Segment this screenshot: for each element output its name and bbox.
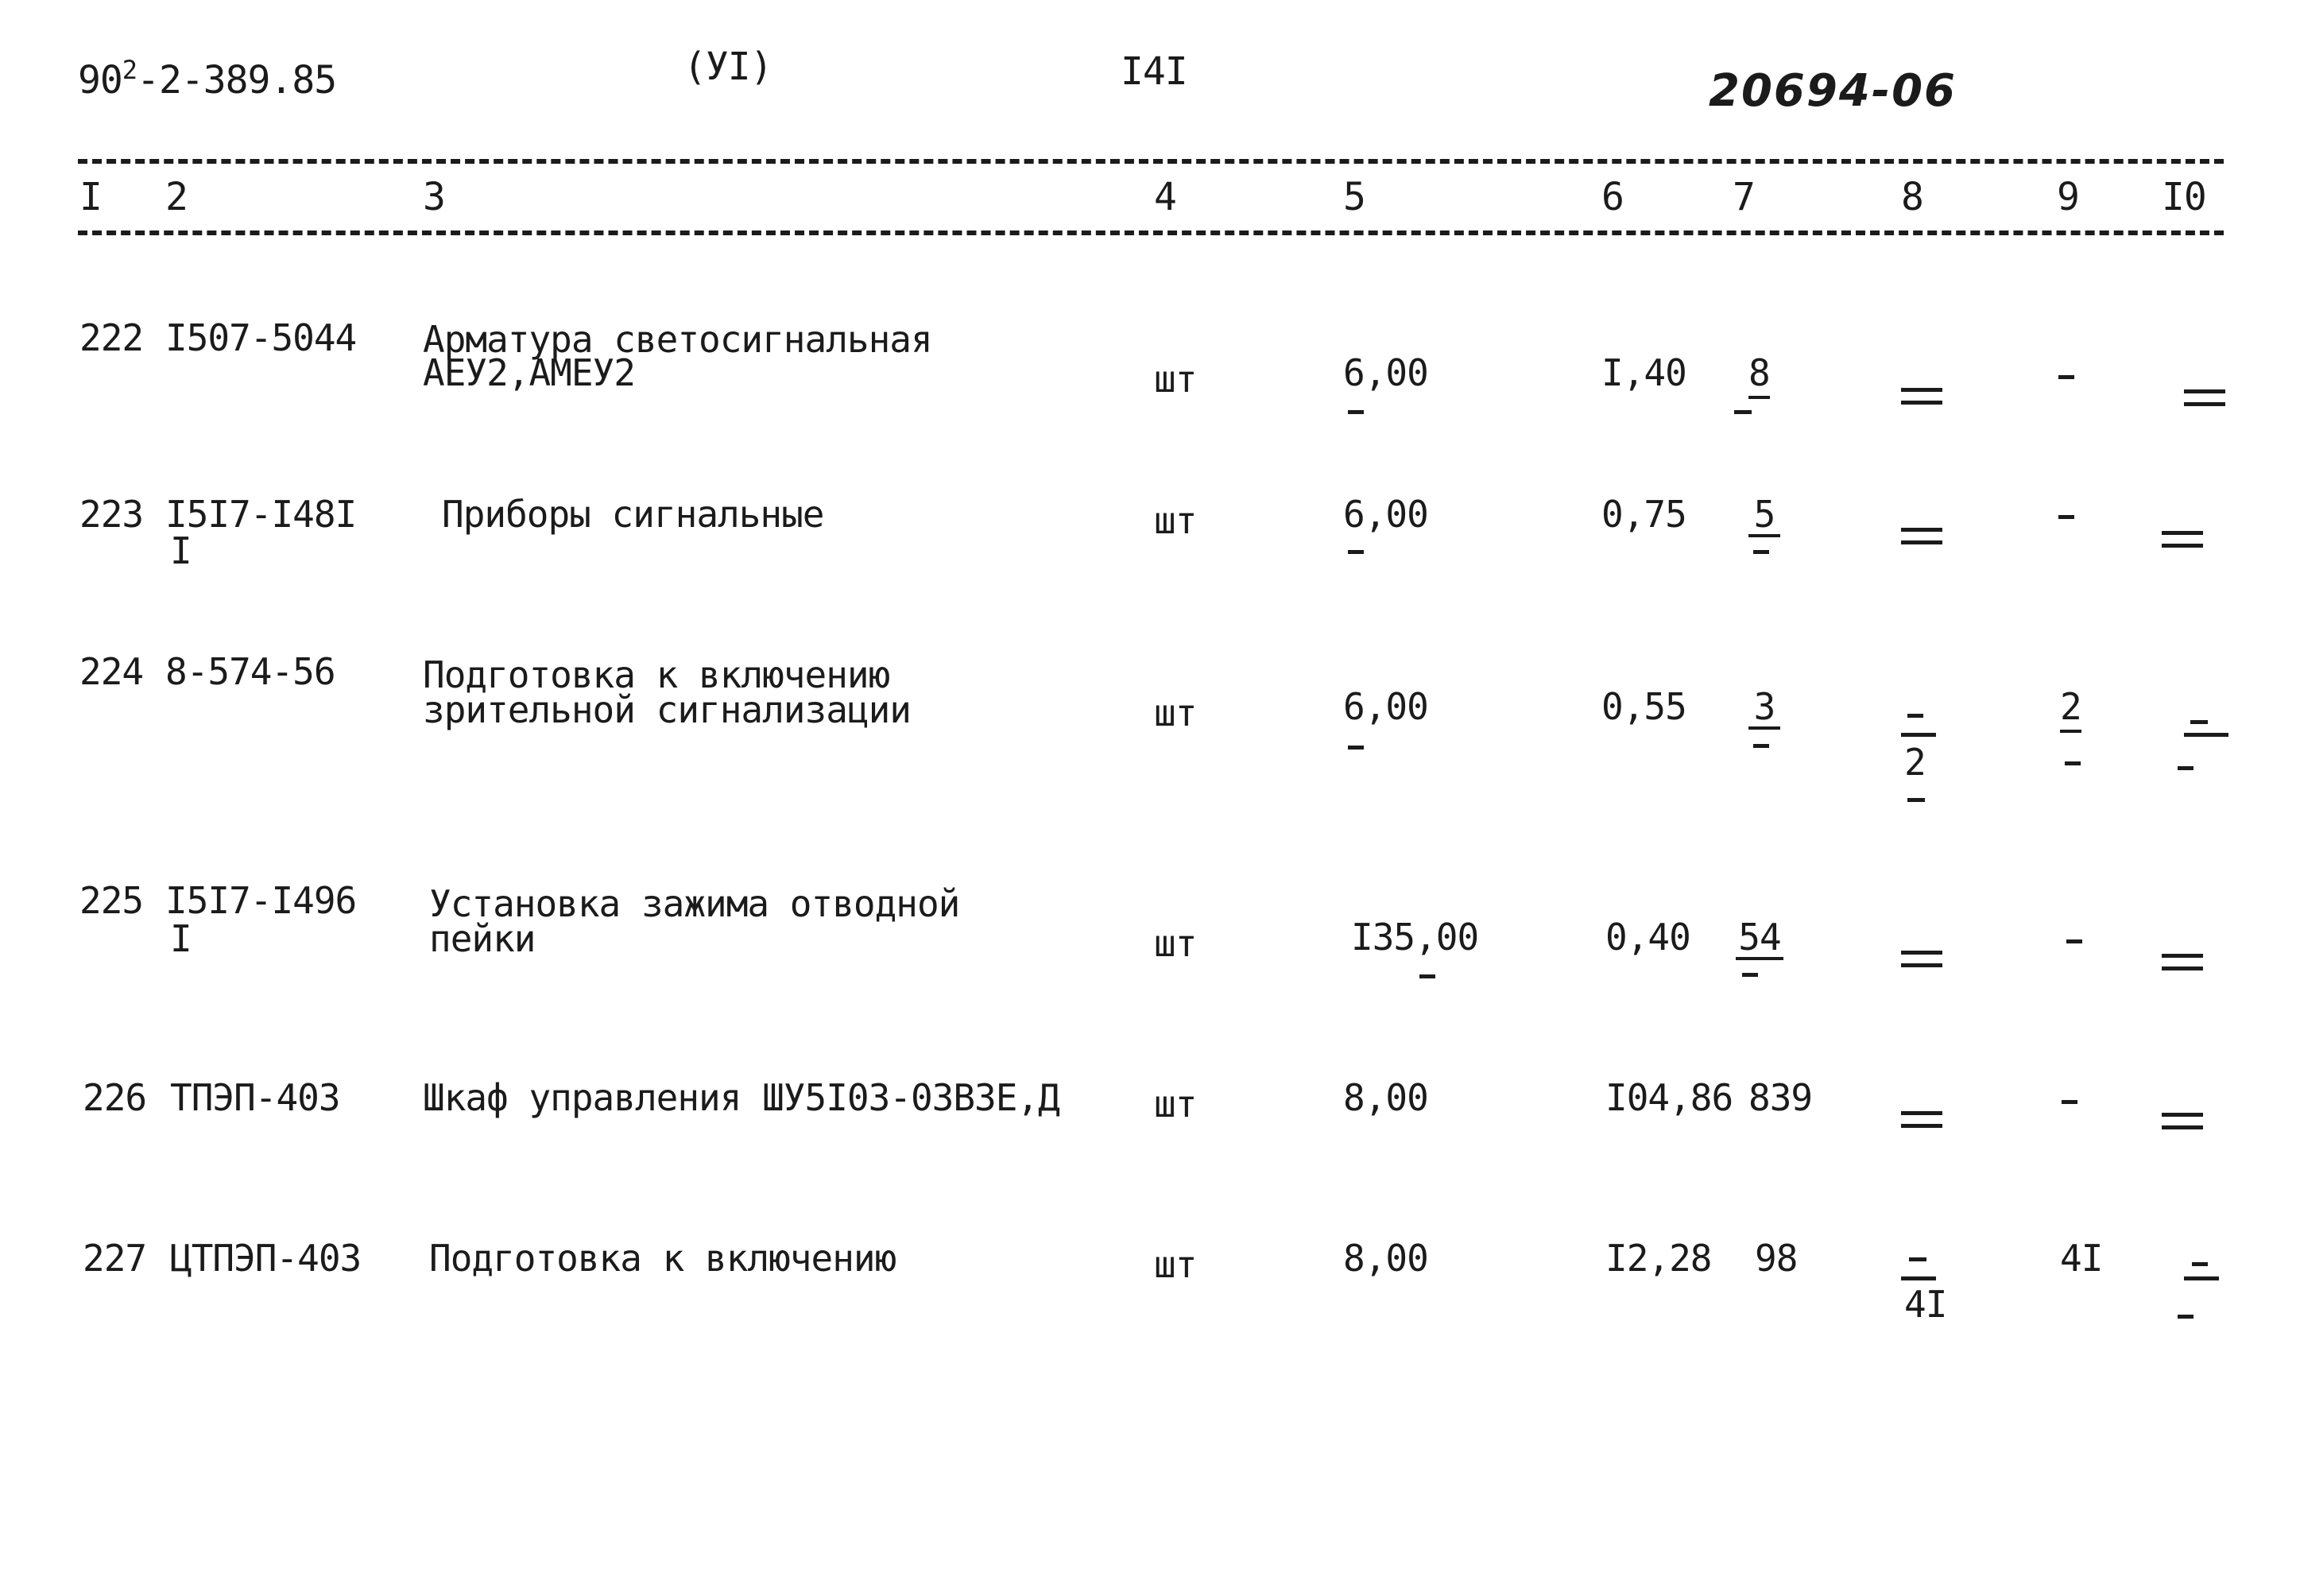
- handwritten-number: 20694-06: [1709, 65, 1957, 117]
- row-227-col10-dash-bottom: [2178, 1315, 2194, 1319]
- row-224-num: 224: [79, 650, 144, 693]
- row-226-code: ТПЭП-403: [170, 1076, 340, 1119]
- row-227-col10-dash-top: [2192, 1262, 2208, 1266]
- row-224-unit: шт: [1154, 691, 1197, 734]
- row-223-price: 0,75: [1601, 493, 1686, 536]
- row-224-col9-dash: [2065, 761, 2081, 765]
- row-225-total-value: 54: [1736, 919, 1783, 960]
- column-number-1: I: [79, 175, 102, 219]
- row-224-col10-dash-bottom: [2178, 766, 2194, 770]
- row-226-total: 839: [1748, 1076, 1813, 1119]
- volume-label: (УI): [683, 45, 772, 89]
- row-224-qty-dash: [1348, 746, 1364, 750]
- row-223-code: I5I7-I48I: [165, 493, 357, 536]
- row-224-total-dash: [1753, 744, 1769, 748]
- row-225-total-dash: [1742, 973, 1758, 977]
- row-222-num: 222: [79, 316, 144, 359]
- page-number: I4I: [1121, 49, 1187, 94]
- row-225-col8-equals: [1901, 951, 1942, 968]
- column-number-3: 3: [423, 175, 445, 219]
- row-226-price: I04,86: [1605, 1076, 1733, 1119]
- row-223-total: [1748, 493, 1780, 537]
- row-222-total-dash: [1734, 410, 1752, 414]
- row-223-qty-dash: [1348, 550, 1364, 554]
- header-rule-top: [78, 159, 2224, 164]
- row-224-col10-dash-top: [2190, 720, 2208, 724]
- row-222-price: I,40: [1601, 351, 1686, 394]
- row-224-name-line2: зрительной сигнализации: [423, 688, 911, 731]
- row-225-name-line2: пейки: [429, 917, 536, 960]
- row-222-qty: 6,00: [1343, 351, 1428, 394]
- document-code-main: 90: [78, 58, 122, 103]
- row-222-name-line2: АЕУ2,АМЕУ2: [423, 351, 635, 394]
- row-222-name-line1: Арматура светосигнальная: [423, 318, 932, 361]
- row-223-code-line2: I: [170, 529, 192, 572]
- row-222-qty-dash: [1348, 410, 1364, 414]
- row-225-qty-dash: [1419, 974, 1435, 978]
- row-227-name-line1: Подготовка к включению: [429, 1237, 896, 1280]
- document-code-superscript: 2: [122, 55, 137, 85]
- document-code: [78, 51, 337, 103]
- row-227-total: 98: [1755, 1237, 1798, 1280]
- row-227-col8-fraction-bar: [1901, 1276, 1936, 1280]
- row-224-total: [1748, 685, 1780, 730]
- row-224-name-line1: Подготовка к включению: [423, 653, 890, 696]
- row-222-col8-equals: [1901, 388, 1942, 405]
- row-223-total-dash: [1753, 550, 1769, 554]
- row-223-col10-equals: [2162, 531, 2203, 548]
- row-225-unit: шт: [1154, 922, 1197, 965]
- row-227-price: I2,28: [1605, 1237, 1712, 1280]
- row-224-col9: [2060, 685, 2081, 728]
- column-number-5: 5: [1343, 175, 1365, 219]
- row-227-col8-dash-top: [1909, 1257, 1926, 1261]
- column-number-9: 9: [2057, 175, 2079, 219]
- header-rule-bottom: [78, 230, 2224, 235]
- row-222-col9-dash: [2058, 375, 2074, 379]
- row-224-code: 8-574-56: [165, 650, 335, 693]
- row-227-col10-bar: [2184, 1276, 2219, 1280]
- row-223-col9-dash: [2058, 515, 2074, 519]
- row-226-num: 226: [83, 1076, 147, 1119]
- row-224-price: 0,55: [1601, 685, 1686, 728]
- row-224-qty: 6,00: [1343, 685, 1428, 728]
- row-224-col8-dash-bottom: [1907, 798, 1925, 802]
- row-222-total-value: 8: [1748, 351, 1770, 399]
- row-223-total-value: 5: [1748, 496, 1780, 537]
- column-number-8: 8: [1901, 175, 1923, 219]
- row-225-total: [1736, 916, 1783, 960]
- row-225-code: I5I7-I496: [165, 879, 357, 922]
- row-226-qty: 8,00: [1343, 1076, 1428, 1119]
- row-223-name-line1: Приборы сигнальные: [442, 493, 824, 536]
- row-226-col8-equals: [1901, 1111, 1942, 1129]
- row-222-unit: шт: [1154, 358, 1197, 401]
- document-code-rest: -2-389.85: [137, 58, 337, 103]
- row-225-col10-equals: [2162, 954, 2203, 971]
- row-225-price: 0,40: [1605, 916, 1690, 959]
- row-222-code: I507-5044: [165, 316, 357, 359]
- row-224-col8-fraction-bar: [1901, 733, 1936, 737]
- column-number-7: 7: [1733, 175, 1755, 219]
- row-225-num: 225: [79, 879, 144, 922]
- row-225-qty: I35,00: [1351, 916, 1479, 959]
- row-225-col9-dash: [2066, 939, 2082, 943]
- row-223-unit: шт: [1154, 499, 1197, 542]
- row-224-col9-value: 2: [2060, 685, 2081, 733]
- row-227-col8-value: 4I: [1904, 1283, 1947, 1326]
- row-223-num: 223: [79, 493, 144, 536]
- row-226-col10-equals: [2162, 1113, 2203, 1130]
- row-226-unit: шт: [1154, 1083, 1197, 1125]
- row-227-num: 227: [83, 1237, 147, 1280]
- row-224-total-value: 3: [1748, 688, 1780, 730]
- column-number-10: I0: [2162, 175, 2206, 219]
- row-227-code: ЦТПЭП-403: [170, 1237, 362, 1280]
- row-227-unit: шт: [1154, 1243, 1197, 1286]
- row-224-col8-dash-top: [1907, 714, 1923, 718]
- row-225-code-line2: I: [170, 917, 192, 960]
- row-227-col9: 4I: [2060, 1237, 2103, 1280]
- row-224-col8-value: 2: [1904, 741, 1926, 784]
- column-number-6: 6: [1601, 175, 1624, 219]
- row-222-col10-equals: [2184, 389, 2225, 407]
- row-223-col8-equals: [1901, 528, 1942, 545]
- row-225-name-line1: Установка зажима отводной: [429, 882, 960, 925]
- column-number-4: 4: [1154, 175, 1176, 219]
- row-227-qty: 8,00: [1343, 1237, 1428, 1280]
- row-224-col10-bar: [2184, 733, 2228, 737]
- row-226-col9-dash: [2062, 1100, 2077, 1104]
- row-222-total: [1748, 351, 1770, 394]
- column-number-2: 2: [165, 175, 188, 219]
- row-226-name-line1: Шкаф управления ШУ5I03-03В3Е,Д: [423, 1076, 1059, 1119]
- row-223-qty: 6,00: [1343, 493, 1428, 536]
